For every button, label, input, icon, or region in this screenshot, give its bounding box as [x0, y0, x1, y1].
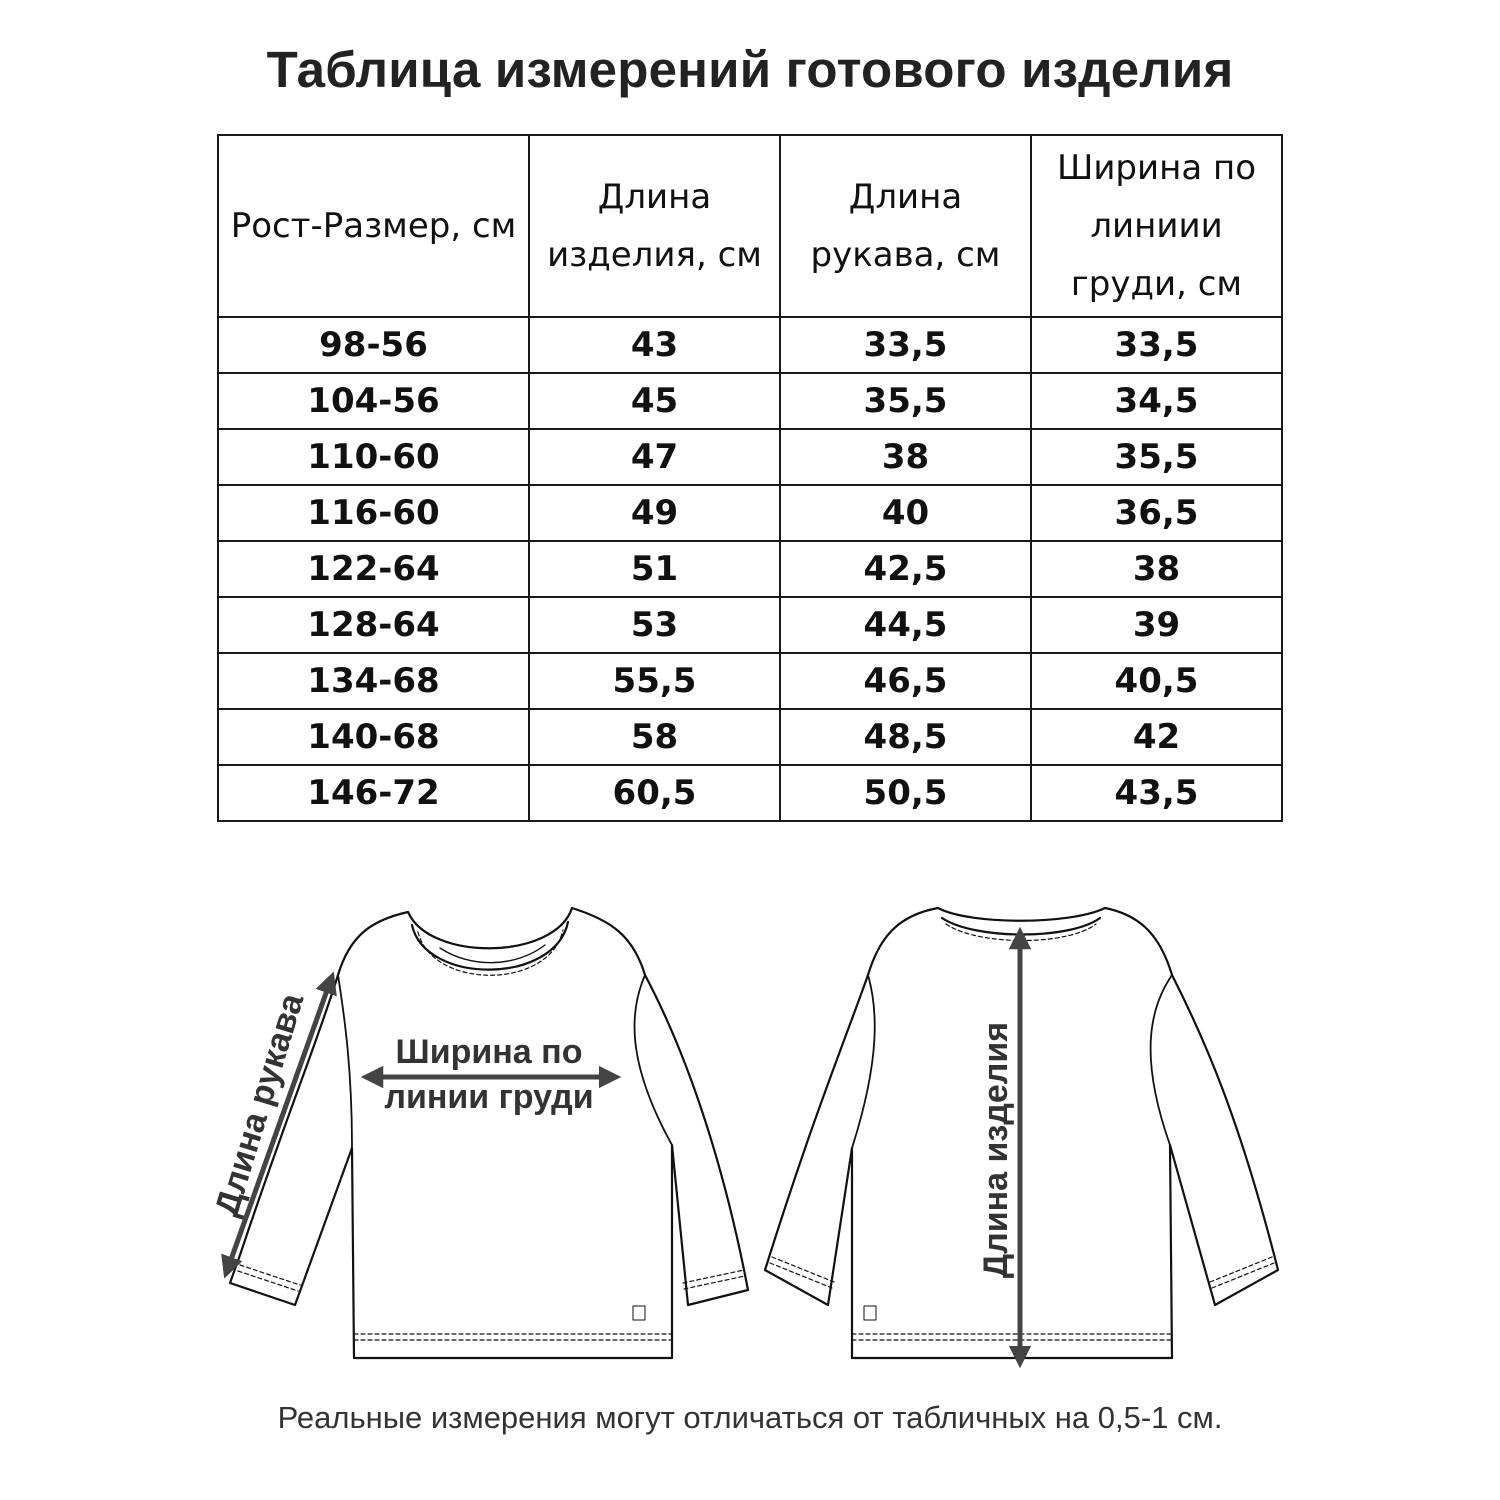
table-cell: 60,5	[529, 765, 780, 821]
back-shoulder-seam-left	[852, 975, 875, 1148]
table-cell: 58	[529, 709, 780, 765]
table-cell: 35,5	[780, 373, 1031, 429]
table-cell: 46,5	[780, 653, 1031, 709]
table-cell: 140-68	[218, 709, 529, 765]
sleeve-length-label: Длина рукава	[207, 989, 312, 1221]
table-cell: 33,5	[1031, 317, 1282, 373]
size-table	[217, 134, 1283, 822]
table-cell: 43	[529, 317, 780, 373]
table-row	[218, 429, 1282, 485]
table-cell: 40,5	[1031, 653, 1282, 709]
table-cell: 47	[529, 429, 780, 485]
chest-width-label-line1: Ширина по	[395, 1033, 583, 1071]
front-body-outline	[230, 908, 748, 1358]
table-cell: 134-68	[218, 653, 529, 709]
front-cuff-left-stitch-1	[240, 1265, 300, 1285]
table-cell: 104-56	[218, 373, 529, 429]
table-row	[218, 373, 1282, 429]
table-row	[218, 485, 1282, 541]
table-cell: 42	[1031, 709, 1282, 765]
table-cell: 45	[529, 373, 780, 429]
table-row	[218, 709, 1282, 765]
header-garment-length: Длина изделия, см	[529, 135, 780, 317]
table-cell: 34,5	[1031, 373, 1282, 429]
front-shoulder-seam-right	[634, 975, 672, 1145]
sweatshirt-front	[230, 908, 748, 1358]
table-row	[218, 541, 1282, 597]
table-row	[218, 653, 1282, 709]
header-sleeve-length: Длина рукава, см	[780, 135, 1031, 317]
table-cell: 38	[1031, 541, 1282, 597]
back-label-tag	[864, 1306, 876, 1320]
table-cell: 40	[780, 485, 1031, 541]
table-cell: 39	[1031, 597, 1282, 653]
table-cell: 38	[780, 429, 1031, 485]
footnote: Реальные измерения могут отличаться от табличных на 0,5-1 см.	[277, 1400, 1223, 1435]
table-row	[218, 317, 1282, 373]
header-chest-width: Ширина по линиии груди, см	[1031, 135, 1282, 317]
table-row	[218, 597, 1282, 653]
table-row	[218, 765, 1282, 821]
table-cell: 128-64	[218, 597, 529, 653]
table-cell: 35,5	[1031, 429, 1282, 485]
table-cell: 98-56	[218, 317, 529, 373]
page-title: Таблица измерений готового изделия	[266, 41, 1234, 98]
front-label-tag	[633, 1306, 645, 1320]
garment-length-label: Длина изделия	[977, 1021, 1015, 1279]
table-cell: 36,5	[1031, 485, 1282, 541]
table-header-row	[218, 135, 1282, 317]
back-cuff-left-stitch-2	[770, 1263, 832, 1288]
table-cell: 33,5	[780, 317, 1031, 373]
table-cell: 110-60	[218, 429, 529, 485]
table-cell: 116-60	[218, 485, 529, 541]
front-cuff-right-stitch-2	[684, 1276, 745, 1289]
front-shoulder-seam-left	[338, 975, 352, 1148]
back-shoulder-seam-right	[1151, 975, 1172, 1145]
table-cell: 42,5	[780, 541, 1031, 597]
table-cell: 146-72	[218, 765, 529, 821]
back-cuff-right-stitch-2	[1212, 1263, 1274, 1288]
table-cell: 122-64	[218, 541, 529, 597]
garment-diagram	[0, 880, 1500, 1400]
chest-width-label-line2: линии груди	[384, 1078, 594, 1116]
table-cell: 53	[529, 597, 780, 653]
table-cell: 44,5	[780, 597, 1031, 653]
table-cell: 43,5	[1031, 765, 1282, 821]
table-cell: 48,5	[780, 709, 1031, 765]
table-cell: 50,5	[780, 765, 1031, 821]
front-neck-stitch	[418, 930, 563, 975]
table-cell: 49	[529, 485, 780, 541]
front-cuff-right-stitch-1	[683, 1270, 744, 1283]
table-cell: 51	[529, 541, 780, 597]
table-cell: 55,5	[529, 653, 780, 709]
header-height-size: Рост-Размер, см	[218, 135, 529, 317]
